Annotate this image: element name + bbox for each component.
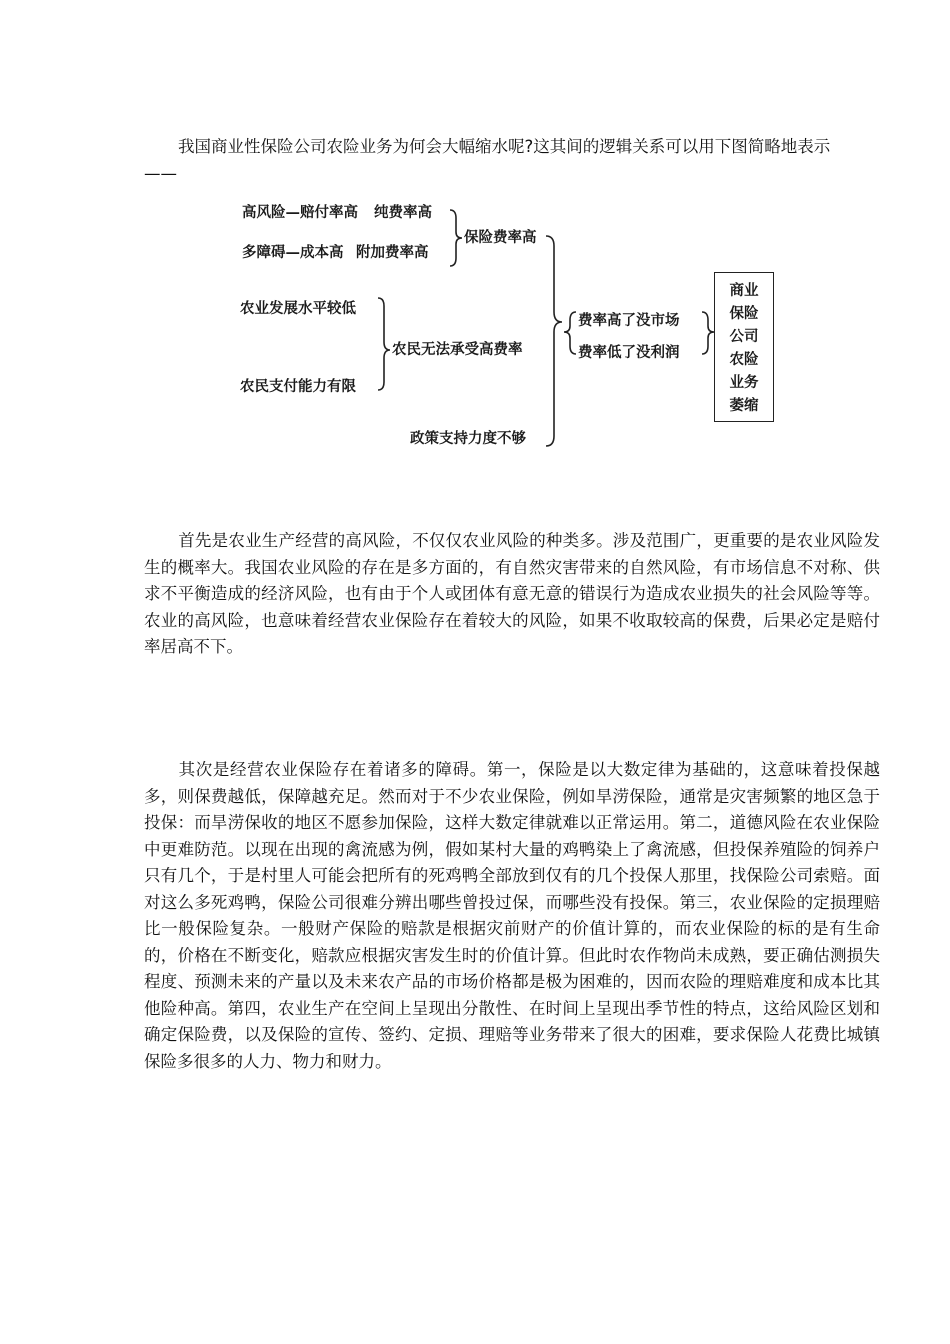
result-line: 保险 (729, 305, 759, 322)
intro-text: 我国商业性保险公司农险业务为何会大幅缩水呢?这其间的逻辑关系可以用下图简略地表示 (178, 137, 831, 156)
row3-label: 农业发展水平较低 (240, 300, 356, 317)
group1-result-label: 保险费率高 (464, 229, 537, 246)
row1-left-label: 高风险—赔付率高 (242, 204, 358, 221)
paragraph-text: 首先是农业生产经营的高风险，不仅仅农业风险的种类多。涉及范围广，更重要的是农业风险发生的概率大。我国农业风险的存在是多方面的，有自然灾害带来的自然风险，有市场信息不对称、供求不平衡造成的经济风险，也有由于个人或团体有意无意的错误行为造成农业损失的社会风险等等。农业的高风险，也意味着经营农业保险存在着较大的风险，如果不收取较高的保费，后果必定是赔付率居高不下。 (144, 531, 880, 656)
result-line: 萎缩 (729, 397, 759, 414)
result-box (714, 272, 774, 422)
mid-bottom-label: 费率低了没利润 (578, 344, 680, 361)
group2-result-label: 农民无法承受高费率 (392, 341, 523, 358)
mid-top-label: 费率高了没市场 (578, 312, 680, 329)
result-line: 商业 (729, 282, 759, 299)
intro-dash: —— (144, 163, 177, 183)
row2-right-label: 附加费率高 (356, 244, 429, 261)
policy-label: 政策支持力度不够 (410, 430, 526, 447)
result-line: 业务 (729, 374, 759, 391)
result-line: 农险 (729, 351, 759, 368)
paragraph-text: 其次是经营农业保险存在着诸多的障碍。第一，保险是以大数定律为基础的，这意味着投保越多，则保费越低，保障越充足。然而对于不少农业保险，例如旱涝保险，通常是灾害频繁的地区急于投保：而旱涝保收的地区不愿参加保险，这样大数定律就难以正常运用。第二，道德风险在农业保险中更难防范。以现在出现的禽流感为例，假如某村大量的鸡鸭染上了禽流感，但投保养殖险的饲养户只有几个，于是村里人可能会把所有的死鸡鸭全部放到仅有的几个投保人那里，找保险公司索赔。面对这么多死鸡鸭，保险公司很难分辨出哪些曾投过保，而哪些没有投保。第三，农业保险的定损理赔比一般保险复杂。一般财产保险的赔款是根据灾前财产的价值计算的，而农业保险的标的是有生命的，价格在不断变化，赔款应根据灾害发生时的价值计算。但此时农作物尚未成熟，要正确估测损失程度、预测未来的产量以及未来农产品的市场价格都是极为困难的，因而农险的理赔难度和成本比其他险种高。第四，农业生产在空间上呈现出分散性、在时间上呈现出季节性的特点，这给风险区划和确定保险费，以及保险的宣传、签约、定损、理赔等业务带来了很大的困难，要求保险人花费比城镇保险多很多的人力、物力和财力。 (144, 760, 880, 1071)
result-line: 公司 (729, 328, 759, 345)
intro-paragraph (144, 134, 880, 187)
row1-right-label: 纯费率高 (374, 204, 432, 221)
row2-left-label: 多障碍—成本高 (242, 244, 344, 261)
logic-diagram (230, 200, 790, 465)
row4-label: 农民支付能力有限 (240, 378, 356, 395)
paragraph-high-risk (144, 528, 880, 661)
paragraph-obstacles (144, 757, 880, 1075)
